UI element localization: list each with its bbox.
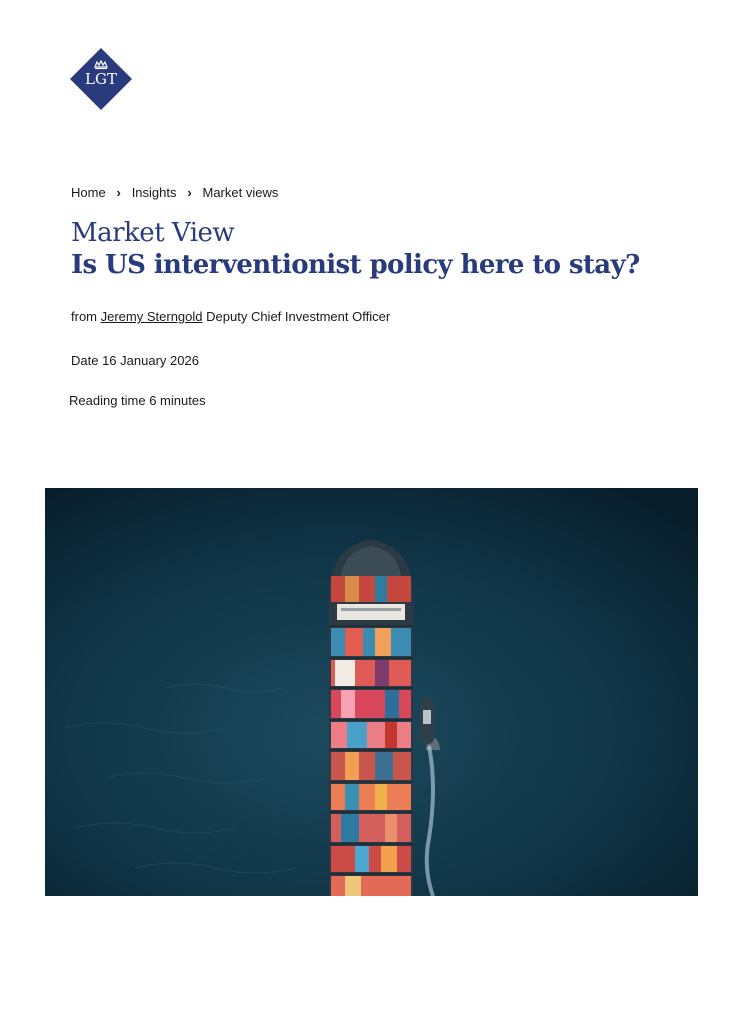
byline-prefix: from — [71, 309, 97, 324]
breadcrumb-home[interactable]: Home — [71, 185, 106, 200]
author-role: Deputy Chief Investment Officer — [206, 309, 391, 324]
article-kicker: Market View — [71, 218, 235, 248]
cargo-ship — [329, 540, 413, 896]
article-byline — [71, 309, 390, 324]
lgt-logo[interactable] — [70, 48, 132, 110]
logo-text: LGT — [85, 70, 117, 88]
article-title: Is US interventionist policy here to stay? — [71, 250, 640, 280]
reading-time: Reading time 6 minutes — [69, 393, 206, 408]
chevron-right-icon: › — [187, 185, 192, 200]
author-link[interactable]: Jeremy Sterngold — [100, 309, 203, 324]
breadcrumb-insights[interactable]: Insights — [131, 185, 177, 200]
article-date: Date 16 January 2026 — [71, 353, 199, 368]
chevron-right-icon: › — [116, 185, 121, 200]
breadcrumb — [71, 185, 278, 200]
hero-image — [45, 488, 698, 896]
breadcrumb-market-views[interactable]: Market views — [202, 185, 279, 200]
container-ship-aerial-icon — [45, 488, 698, 896]
